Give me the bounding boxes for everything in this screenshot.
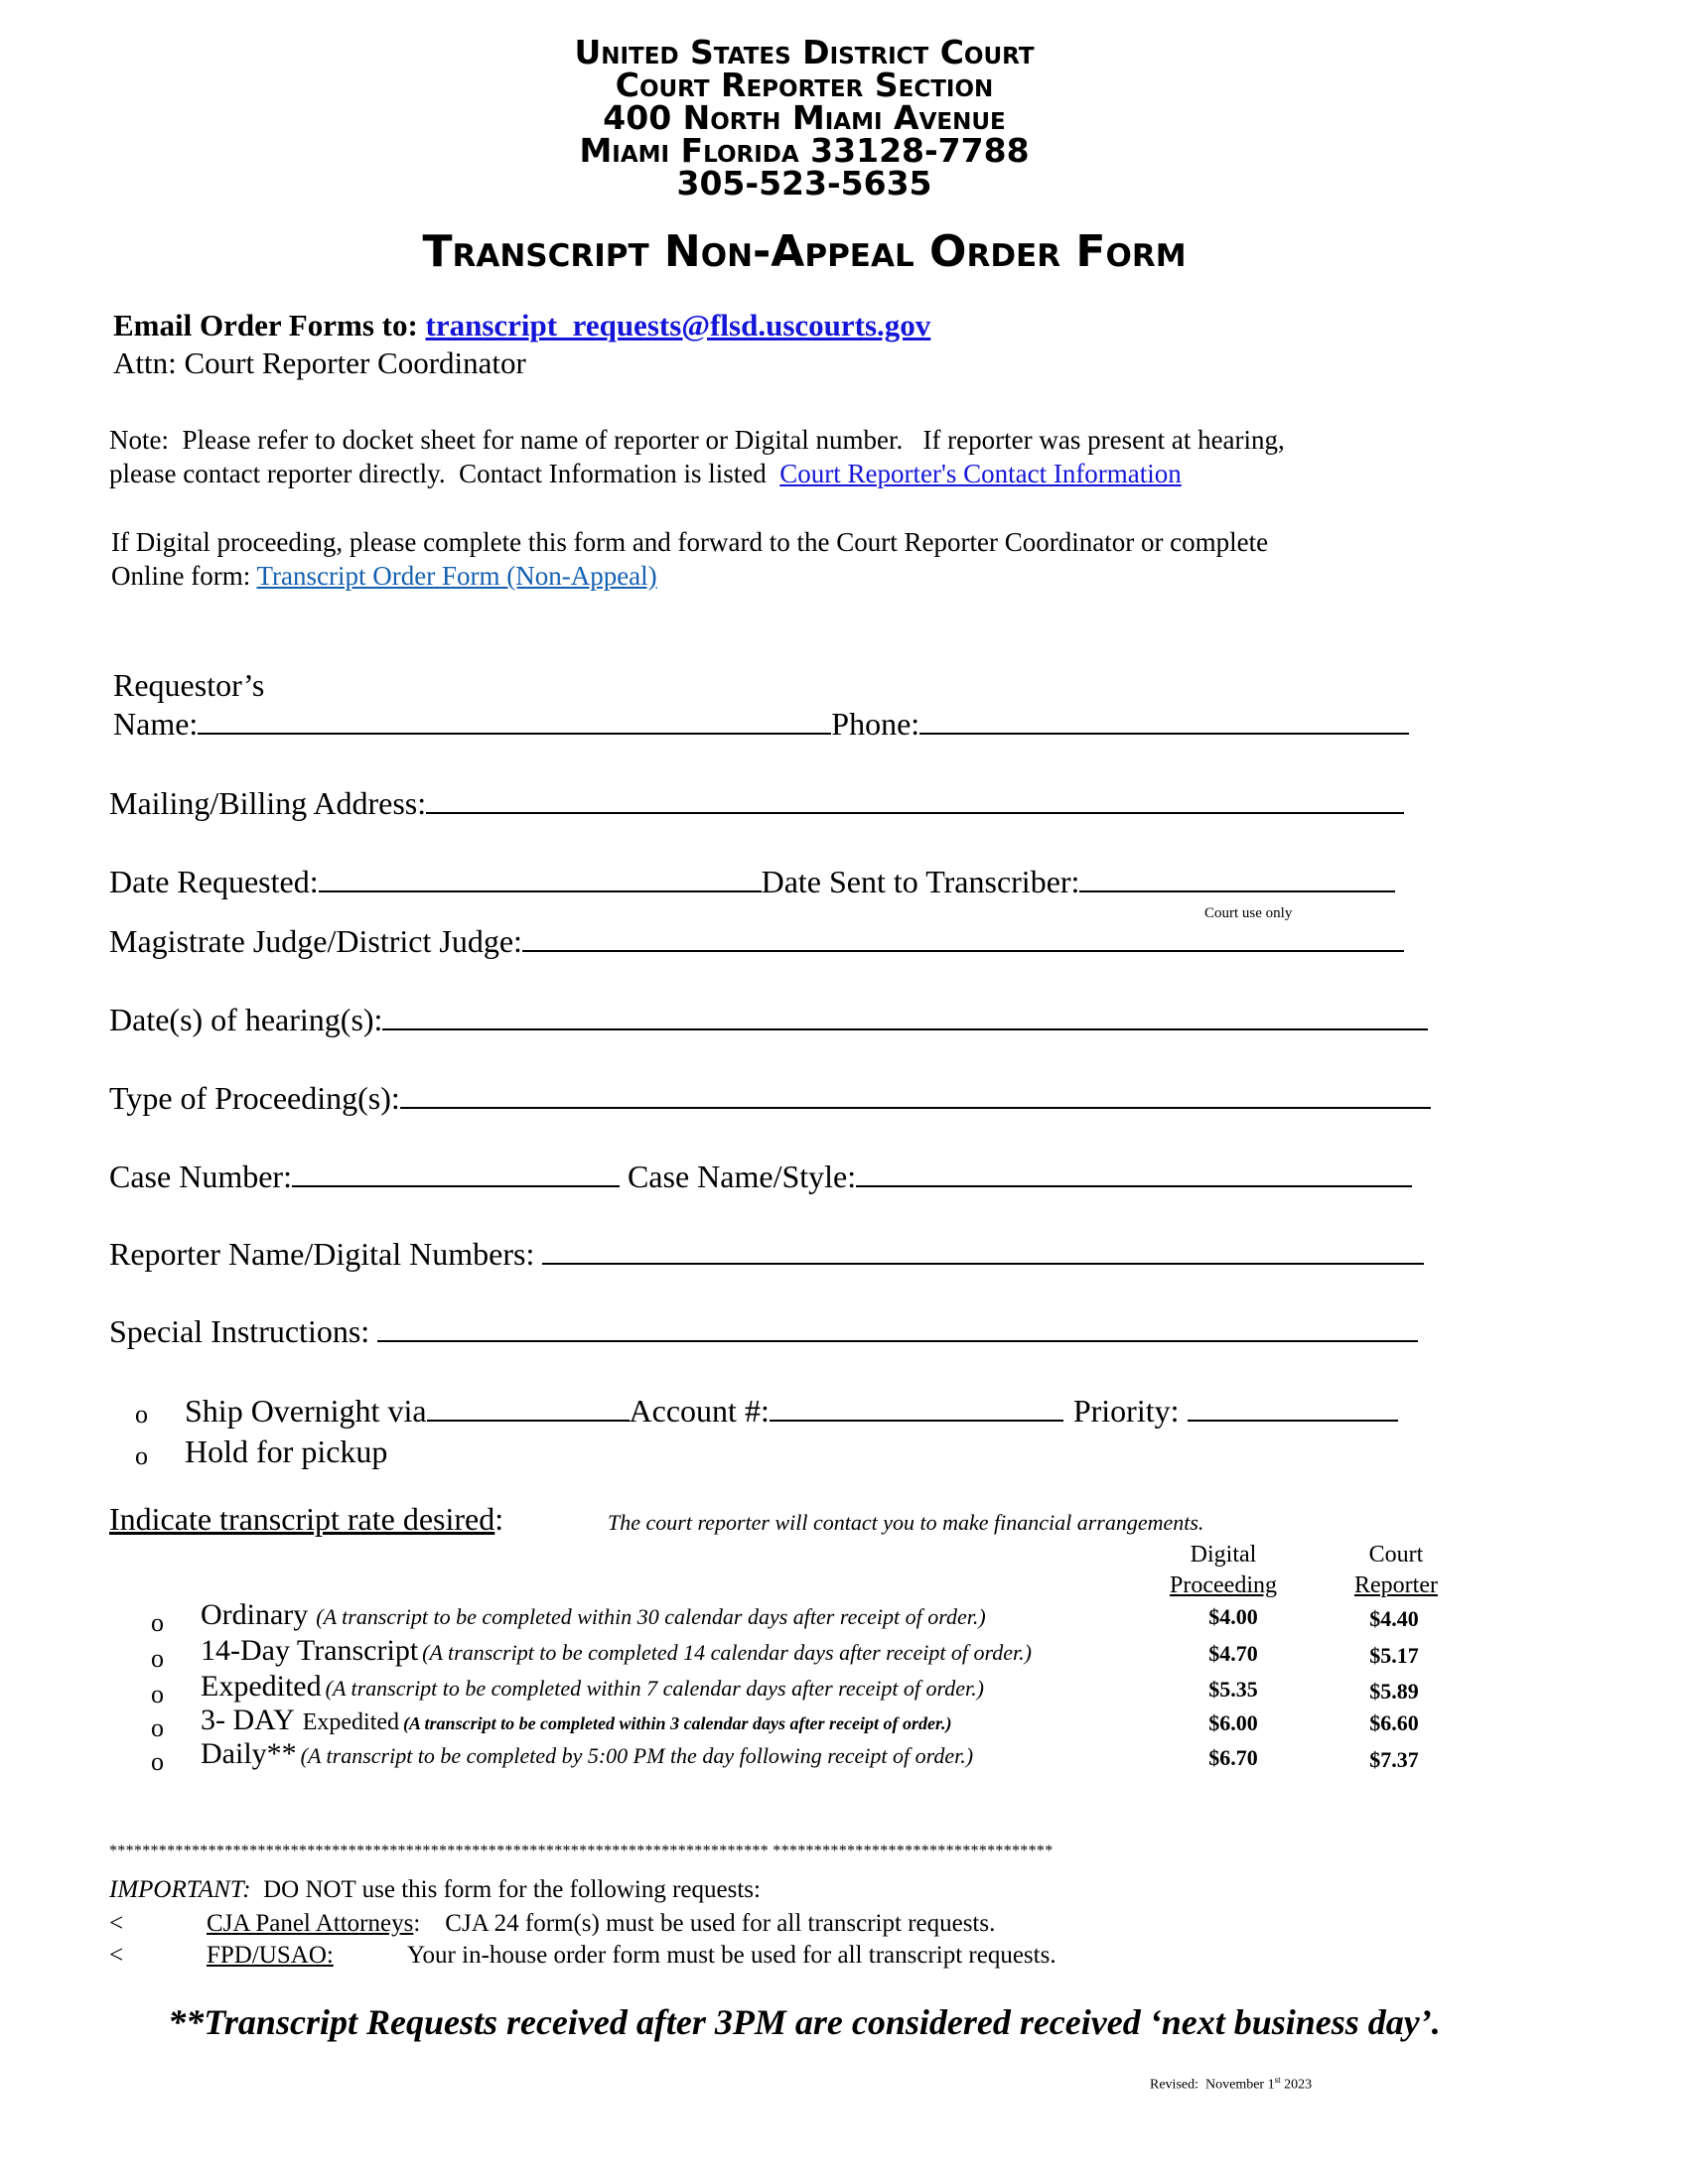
requestor-label-top: Requestor’s: [113, 667, 265, 703]
email-label: Email Order Forms to:: [113, 308, 426, 342]
case-name-label: Case Name/Style:: [627, 1159, 857, 1194]
price-digital-ordinary: $4.00: [1208, 1604, 1258, 1629]
fpd-label: FPD/USAO:: [207, 1942, 334, 1969]
rate-heading-colon: :: [494, 1501, 504, 1537]
date-requested-field[interactable]: [319, 863, 762, 892]
radio-ordinary[interactable]: o: [151, 1608, 164, 1637]
star-divider: ******************************************************************************** **********************************: [109, 1843, 1054, 1859]
requestor-name-label: Name:: [113, 706, 199, 742]
proceeding-type-field[interactable]: [400, 1079, 1431, 1109]
digital-line-2-text: Online form:: [111, 561, 257, 591]
rate-row-daily: [201, 1737, 973, 1771]
reporter-row: [109, 1235, 1424, 1273]
page-title: Transcript Non-Appeal Order Form: [422, 226, 1187, 277]
ship-overnight-label: Ship Overnight via: [185, 1393, 427, 1429]
price-reporter-ordinary: $4.40: [1369, 1606, 1419, 1631]
important-text: DO NOT use this form for the following requests:: [250, 1876, 761, 1903]
rate-row-ordinary: [201, 1598, 986, 1632]
price-reporter-14day: $5.17: [1369, 1643, 1419, 1668]
bullet-fpd: <: [109, 1942, 124, 1969]
cja-label: CJA Panel Attorneys: [207, 1910, 414, 1937]
digital-line-2: [111, 561, 657, 592]
price-reporter-expedited: $5.89: [1369, 1679, 1419, 1704]
account-field[interactable]: [770, 1392, 1063, 1422]
special-field[interactable]: [377, 1312, 1418, 1342]
contact-info-link[interactable]: Court Reporter's Contact Information: [779, 459, 1182, 488]
revised-text: Revised: November 1: [1150, 2077, 1275, 2093]
radio-expedited[interactable]: o: [151, 1680, 164, 1708]
priority-field[interactable]: [1188, 1392, 1398, 1422]
price-digital-expedited: $5.35: [1208, 1677, 1258, 1702]
rate-row-14day: [201, 1634, 1032, 1668]
ship-via-field[interactable]: [427, 1392, 630, 1422]
radio-daily[interactable]: o: [151, 1747, 164, 1776]
price-digital-3day: $6.00: [1208, 1710, 1258, 1735]
rate-name-ordinary: Ordinary: [201, 1598, 309, 1631]
date-sent-label: Date Sent to Transcriber:: [761, 864, 1080, 899]
rate-heading: Indicate transcript rate desired: [109, 1501, 495, 1537]
cja-line: [207, 1910, 995, 1938]
court-name: United States District Court: [574, 33, 1035, 71]
hearing-dates-label: Date(s) of hearing(s):: [109, 1002, 383, 1037]
rate-note: The court reporter will contact you to make financial arrangements.: [608, 1510, 1204, 1535]
cja-text: CJA 24 form(s) must be used for all transcript requests.: [445, 1910, 996, 1937]
rate-desc-expedited: (A transcript to be completed within 7 calendar days after receipt of order.): [325, 1676, 985, 1701]
case-number-label: Case Number:: [109, 1159, 292, 1194]
date-sent-field[interactable]: [1079, 863, 1395, 892]
revised-sup: st: [1274, 2075, 1281, 2085]
important-line: [109, 1876, 761, 1904]
judge-label: Magistrate Judge/District Judge:: [109, 923, 522, 959]
email-link[interactable]: transcript_requests@flsd.uscourts.gov: [425, 308, 931, 342]
mailing-label: Mailing/Billing Address:: [109, 785, 427, 821]
date-row: [109, 863, 1395, 900]
case-row: [109, 1158, 1412, 1195]
ship-row: [185, 1392, 1398, 1430]
rate-name-daily: Daily**: [201, 1737, 297, 1770]
rate-desc-daily: (A transcript to be completed by 5:00 PM the day following receipt of order.): [300, 1743, 974, 1768]
bullet-cja: <: [109, 1910, 124, 1937]
phone-field[interactable]: [919, 705, 1409, 735]
reporter-field[interactable]: [542, 1235, 1424, 1265]
reporter-label: Reporter Name/Digital Numbers:: [109, 1236, 535, 1272]
rate-row-expedited: [201, 1670, 984, 1704]
fpd-text: Your in-house order form must be used for all transcript requests.: [407, 1942, 1056, 1969]
online-form-link[interactable]: Transcript Order Form (Non-Appeal): [256, 561, 657, 591]
rate-desc-3day: (A transcript to be completed within 3 calendar days after receipt of order.): [403, 1713, 952, 1733]
requestor-name-field[interactable]: [198, 705, 831, 735]
price-digital-daily: $6.70: [1208, 1745, 1258, 1770]
price-reporter-3day: $6.60: [1369, 1710, 1419, 1735]
final-note: **Transcript Requests received after 3PM are considered received ‘next business day’.: [168, 2002, 1441, 2042]
radio-ship-overnight[interactable]: o: [135, 1400, 148, 1429]
radio-14day[interactable]: o: [151, 1644, 164, 1673]
digital-line-1: If Digital proceeding, please complete this form and forward to the Court Reporter Coordinator or complete: [111, 527, 1269, 557]
phone-label: Phone:: [831, 706, 920, 742]
rate-desc-14day: (A transcript to be completed 14 calendar days after receipt of order.): [422, 1640, 1033, 1665]
section-name: Court Reporter Section: [615, 66, 994, 104]
rate-name-3day-suffix: Expedited: [302, 1709, 400, 1735]
rate-name-3day: 3- DAY: [201, 1704, 295, 1736]
case-name-field[interactable]: [856, 1158, 1412, 1187]
col-digital-line2: Proceeding: [1170, 1572, 1277, 1598]
email-line: [113, 308, 930, 343]
special-label: Special Instructions:: [109, 1313, 370, 1349]
hearing-row: [109, 1001, 1428, 1038]
judge-row: [109, 922, 1404, 960]
judge-field[interactable]: [522, 922, 1404, 952]
account-label: Account #:: [629, 1393, 770, 1429]
col-digital-header: [1149, 1540, 1298, 1601]
court-use-note: Court use only: [1204, 905, 1293, 921]
rate-name-expedited: Expedited: [201, 1670, 322, 1703]
requestor-row: [113, 705, 1409, 743]
mailing-row: [109, 784, 1404, 822]
attn-line: Attn: Court Reporter Coordinator: [113, 345, 526, 380]
hearing-dates-field[interactable]: [382, 1001, 1428, 1030]
hold-pickup-label: Hold for pickup: [185, 1433, 388, 1469]
proceeding-type-label: Type of Proceeding(s):: [109, 1080, 400, 1116]
revised-year: 2023: [1280, 2077, 1313, 2093]
rate-heading-row: [109, 1501, 503, 1538]
important-label: IMPORTANT:: [109, 1876, 251, 1903]
price-digital-14day: $4.70: [1208, 1641, 1258, 1666]
phone-number: 305-523-5635: [676, 164, 932, 203]
case-number-field[interactable]: [292, 1158, 620, 1187]
rate-desc-ordinary: (A transcript to be completed within 30 calendar days after receipt of order.): [316, 1604, 986, 1629]
radio-hold-pickup[interactable]: o: [135, 1441, 148, 1470]
col-reporter-line1: Court: [1368, 1542, 1424, 1568]
city-address: Miami Florida 33128-7788: [579, 131, 1030, 170]
proceeding-row: [109, 1079, 1431, 1117]
col-reporter-header: [1322, 1540, 1471, 1601]
rate-row-3day: [201, 1704, 952, 1737]
col-digital-line1: Digital: [1190, 1542, 1257, 1568]
price-reporter-daily: $7.37: [1369, 1747, 1419, 1772]
rate-name-14day: 14-Day Transcript: [201, 1634, 419, 1667]
priority-label: Priority:: [1072, 1393, 1180, 1429]
date-requested-label: Date Requested:: [109, 864, 319, 899]
note-line-1: Note: Please refer to docket sheet for name of reporter or Digital number. If reporter was present at hearing,: [109, 425, 1285, 455]
street-address: 400 North Miami Avenue: [603, 98, 1006, 137]
radio-3day[interactable]: o: [151, 1713, 164, 1742]
special-row: [109, 1312, 1418, 1350]
cja-sep: :: [413, 1910, 421, 1937]
col-reporter-line2: Reporter: [1354, 1572, 1438, 1598]
note-line-2-text: please contact reporter directly. Contact Information is listed: [109, 459, 780, 488]
mailing-field[interactable]: [426, 784, 1404, 814]
note-line-2: [109, 459, 1182, 489]
revised-note: [1150, 2075, 1312, 2094]
